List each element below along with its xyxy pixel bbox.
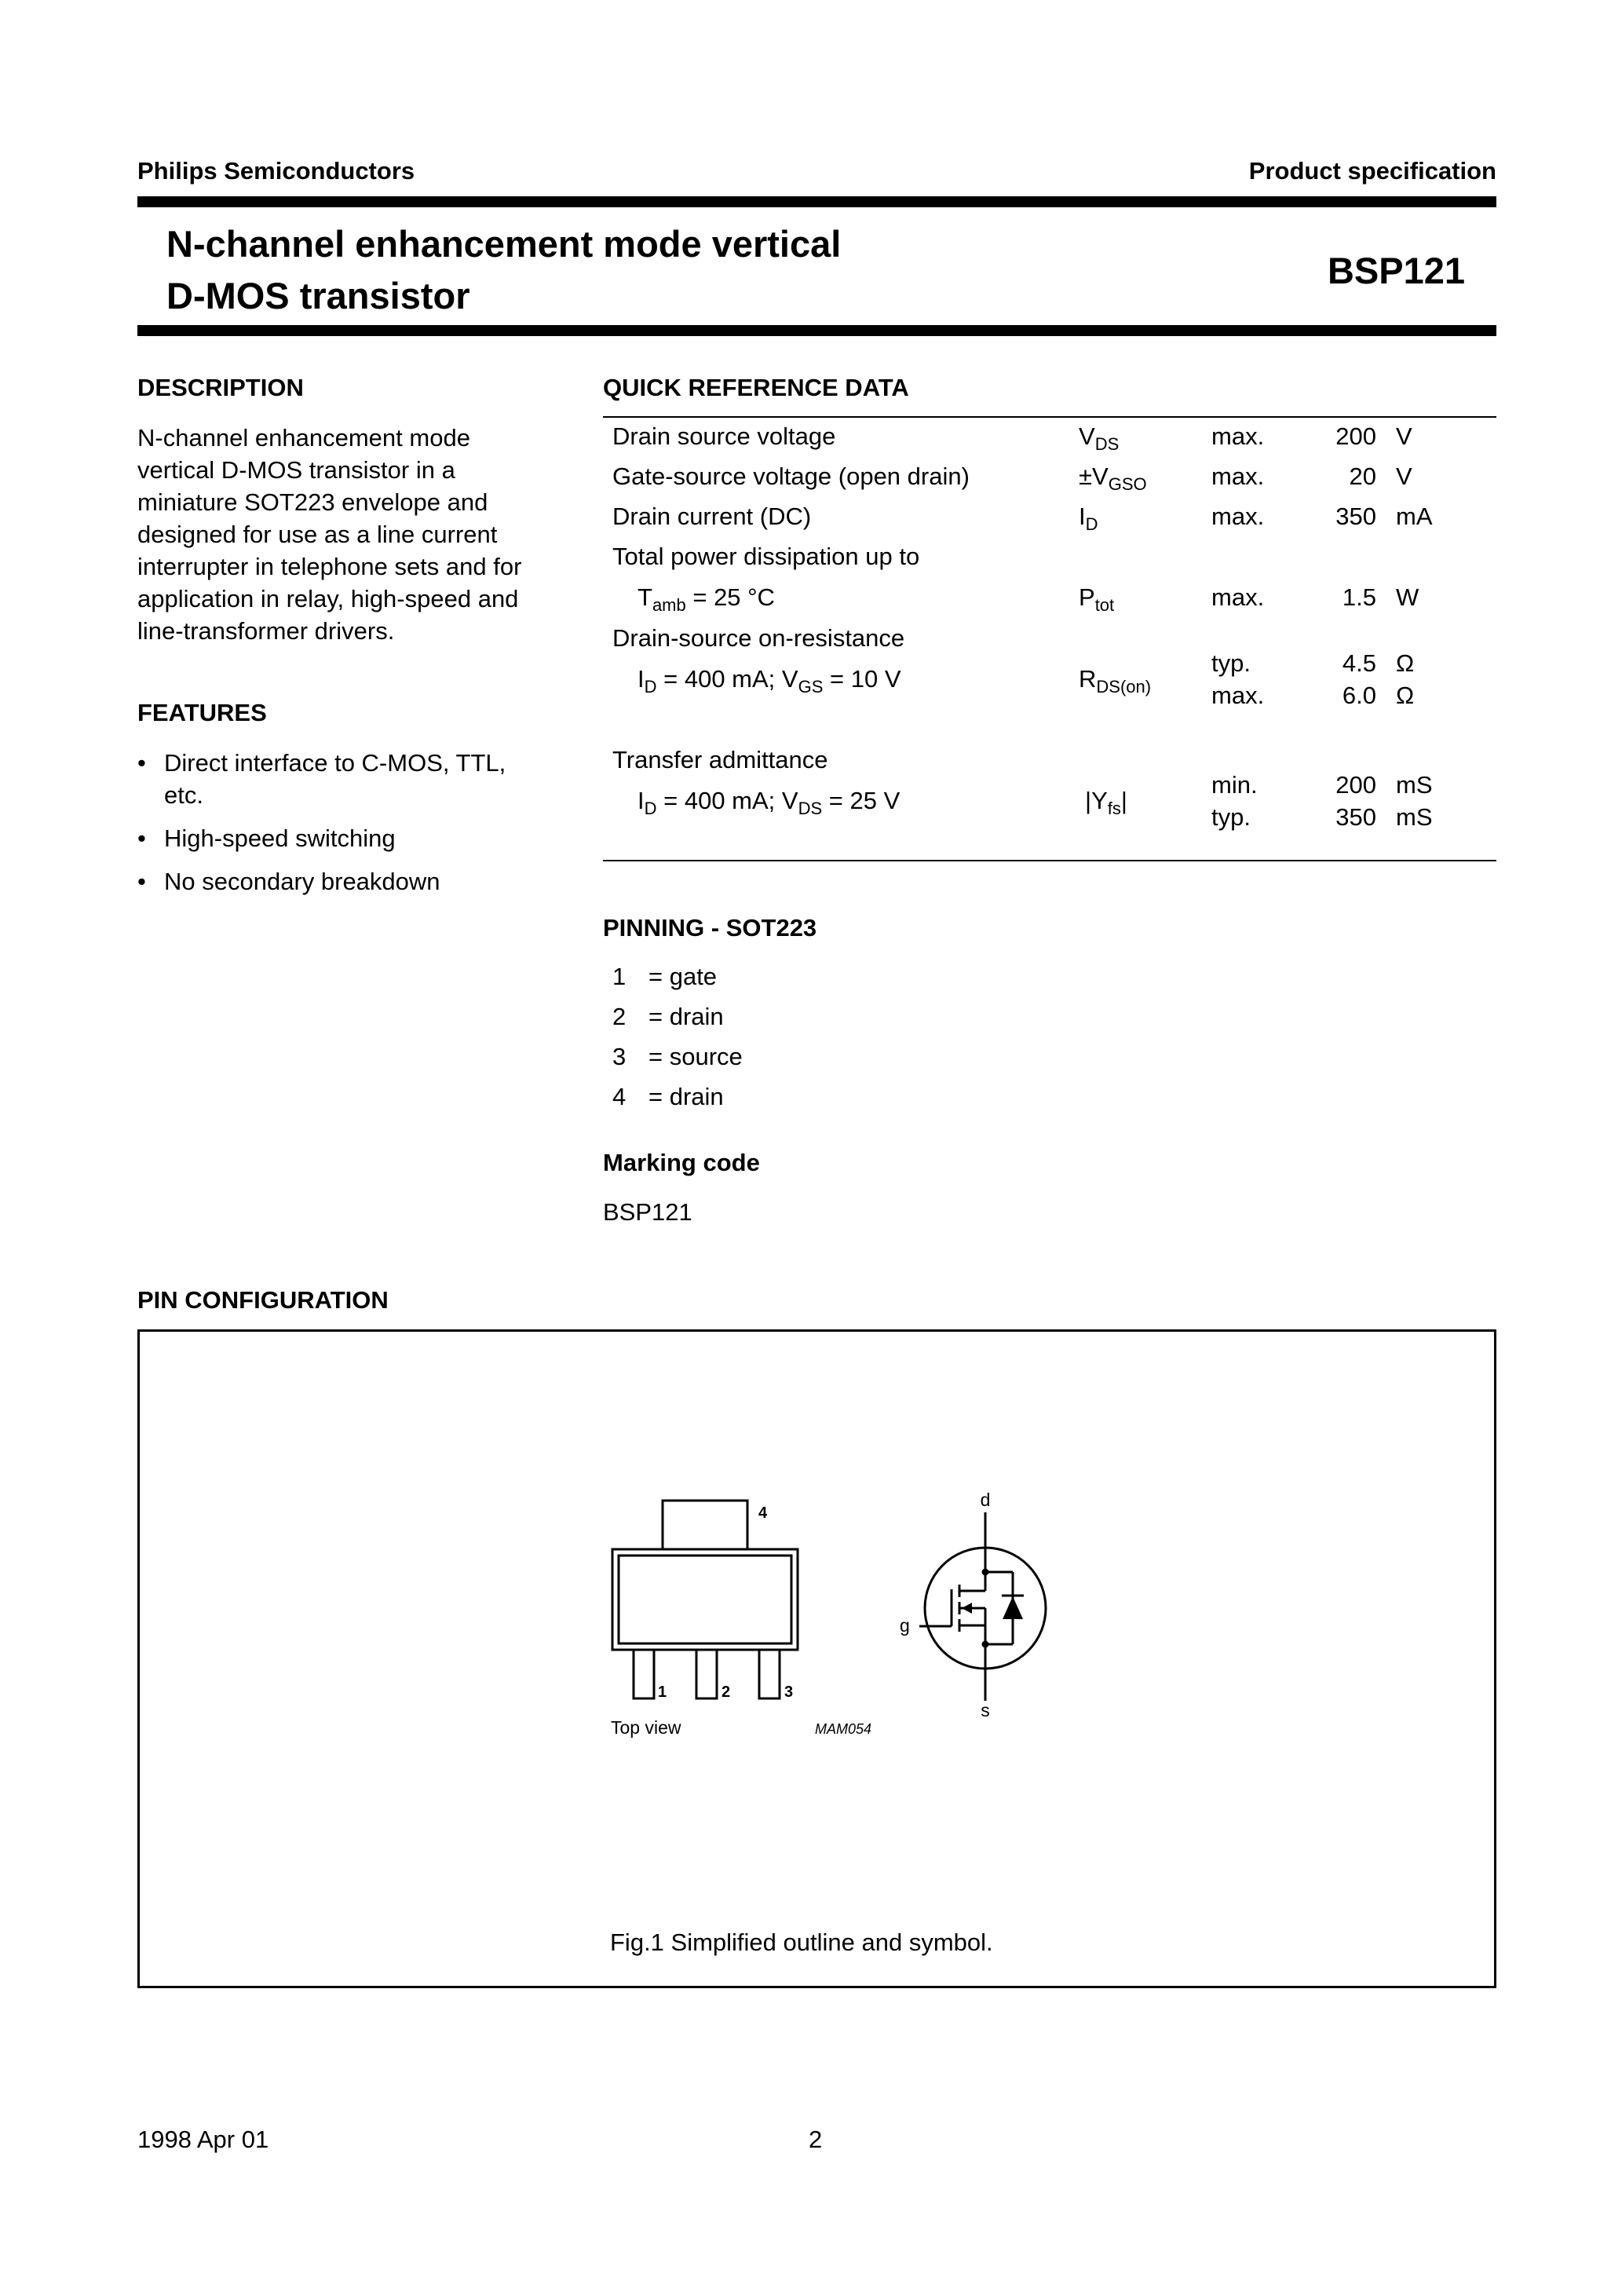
qrd-limit: max. [1211, 503, 1265, 530]
title-line-2: D-MOS transistor [166, 275, 470, 316]
qrd-symbol: $R_{DS(on)}$ [1079, 665, 1152, 696]
pin-row: 3 = source [612, 1043, 743, 1070]
qrd-unit: mA [1396, 503, 1433, 530]
quick-reference-table [603, 422, 1496, 862]
pinning-list [603, 963, 995, 1123]
qrd-symbol: $|Y_{fs}|$ [1085, 787, 1127, 818]
qrd-symbol: $\pm V_{GSO}$ [1079, 462, 1147, 494]
qrd-limit: max. [1211, 682, 1265, 709]
outline-and-symbol-figure [140, 1332, 1494, 1986]
qrd-value: 350 [1335, 803, 1376, 831]
features-list [137, 747, 577, 909]
package-body-inner [619, 1556, 791, 1643]
qrd-limit: typ. [1211, 803, 1251, 831]
qrd-bottom-rule [603, 860, 1496, 861]
feature-text: Direct interface to C-MOS, TTL, [164, 749, 506, 777]
qrd-value: 200 [1335, 422, 1376, 450]
qrd-limit: min. [1211, 771, 1258, 799]
title-line-1: N-channel enhancement mode vertical [166, 223, 842, 265]
qrd-limit: typ. [1211, 649, 1251, 677]
tab-pin-4 [663, 1501, 747, 1549]
company-name: Philips Semiconductors [137, 157, 415, 185]
qrd-value: 350 [1335, 503, 1376, 530]
footer-date: 1998 Apr 01 [137, 2126, 269, 2153]
substrate-arrow-icon [962, 1603, 972, 1614]
qrd-condition: $I_D = 400$ mA; $V_{GS} = 10$ V [637, 665, 901, 696]
diode-icon [1003, 1596, 1023, 1619]
qrd-param: Drain source voltage [612, 422, 836, 450]
source-junction-dot [982, 1641, 989, 1648]
pin-label-3: 3 [784, 1684, 794, 1701]
qrd-unit: mS [1396, 771, 1433, 799]
bullet-icon: • [137, 749, 146, 777]
feature-text: No secondary breakdown [164, 868, 440, 895]
marking-heading: Marking code [603, 1149, 760, 1176]
qrd-unit: V [1396, 462, 1412, 490]
bullet-icon: • [137, 868, 146, 895]
part-number: BSP121 [1327, 250, 1465, 291]
qrd-symbol: $I_D$ [1079, 503, 1098, 534]
pin-row: 2 = drain [612, 1003, 724, 1030]
drain-junction-dot [982, 1569, 989, 1576]
title-rule [137, 325, 1496, 336]
qrd-param: Drain current (DC) [612, 503, 812, 530]
qrd-condition: $I_D = 400$ mA; $V_{DS} = 25$ V [637, 787, 901, 818]
description-line: application in relay, high-speed and [137, 585, 519, 612]
lead-pin-2 [696, 1650, 717, 1698]
pin-row: 4 = drain [612, 1083, 724, 1110]
description-body [137, 422, 577, 647]
pin-label-4: 4 [758, 1504, 768, 1522]
qrd-value: 4.5 [1342, 649, 1376, 677]
sot223-package-outline [612, 1501, 798, 1698]
figure-frame [137, 1329, 1496, 1988]
qrd-value: 1.5 [1342, 583, 1376, 611]
qrd-param: Drain-source on-resistance [612, 624, 905, 652]
package-body-outer [612, 1549, 798, 1650]
drain-label: d [980, 1490, 991, 1510]
qrd-limit: max. [1211, 462, 1265, 490]
qrd-value: 20 [1349, 462, 1376, 490]
qrd-limit: max. [1211, 422, 1265, 450]
lead-pin-1 [634, 1650, 654, 1698]
qrd-top-rule [603, 416, 1496, 418]
top-view-label: Top view [611, 1717, 681, 1738]
feature-item [137, 747, 577, 811]
pin-label-1: 1 [658, 1684, 667, 1701]
features-heading: FEATURES [137, 699, 267, 726]
qrd-param: Gate-source voltage (open drain) [612, 462, 970, 490]
pin-label-2: 2 [721, 1684, 731, 1701]
qrd-symbol: $P_{tot}$ [1079, 583, 1115, 615]
description-line: miniature SOT223 envelope and [137, 488, 488, 516]
header-rule [137, 196, 1496, 207]
qrd-unit: mS [1396, 803, 1433, 831]
qrd-condition: $T_{amb} = 25$ °C [637, 583, 775, 615]
description-heading: DESCRIPTION [137, 374, 304, 401]
drawing-id: MAM054 [815, 1721, 872, 1737]
source-label: s [981, 1700, 990, 1720]
feature-item [137, 865, 577, 898]
qrd-unit: Ω [1396, 682, 1415, 709]
marking-code: BSP121 [603, 1198, 692, 1226]
qrd-symbol: $V_{DS}$ [1079, 422, 1120, 454]
pin-row: 1 = gate [612, 963, 718, 990]
pinning-heading: PINNING - SOT223 [603, 914, 817, 941]
document-type: Product specification [1248, 157, 1496, 185]
qrd-unit: W [1396, 583, 1419, 611]
qrd-value: 6.0 [1342, 682, 1376, 709]
feature-item [137, 822, 577, 854]
gate-label: g [900, 1615, 910, 1636]
qrd-unit: Ω [1396, 649, 1415, 677]
quick-reference-heading: QUICK REFERENCE DATA [603, 374, 909, 401]
pin-config-heading: PIN CONFIGURATION [137, 1286, 389, 1314]
qrd-value: 200 [1335, 771, 1376, 799]
description-line: N-channel enhancement mode [137, 424, 470, 452]
feature-text: High-speed switching [164, 824, 396, 852]
description-line: vertical D-MOS transistor in a [137, 456, 455, 484]
bullet-icon: • [137, 824, 146, 852]
qrd-unit: V [1396, 422, 1412, 450]
description-line: interrupter in telephone sets and for [137, 553, 522, 580]
figure-caption: Fig.1 Simplified outline and symbol. [610, 1929, 993, 1956]
page-number: 2 [809, 2126, 823, 2153]
qrd-param: Total power dissipation up to [612, 543, 920, 570]
feature-text: etc. [164, 781, 203, 809]
qrd-limit: max. [1211, 583, 1265, 611]
mosfet-symbol [919, 1512, 1046, 1701]
description-line: line-transformer drivers. [137, 617, 395, 645]
page-title [166, 218, 841, 322]
lead-pin-3 [759, 1650, 780, 1698]
qrd-param: Transfer admittance [612, 746, 828, 773]
description-line: designed for use as a line current [137, 521, 498, 548]
